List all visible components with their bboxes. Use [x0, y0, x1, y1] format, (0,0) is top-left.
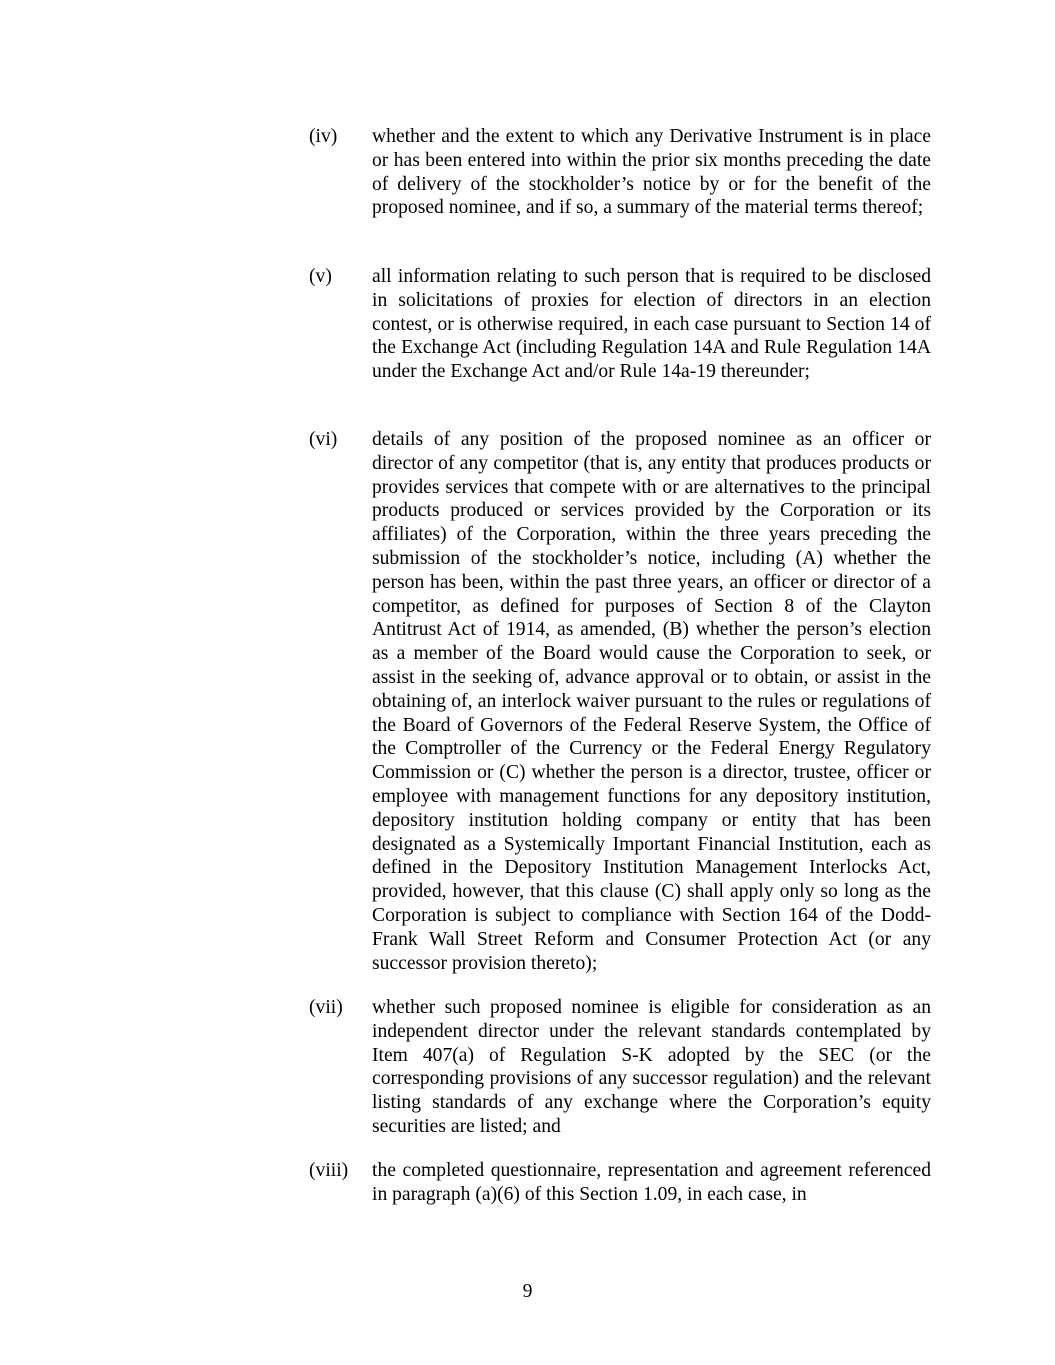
- clause-text: whether and the extent to which any Derivative Instrument is in place or has been entered into within the prior six months preceding the date of delivery of the stockholder’s notice by or for the benefit of the proposed nominee, and if so, a summary of the material terms thereof;: [372, 126, 931, 219]
- clause-number: (iv): [309, 126, 338, 147]
- clause-number: (vii): [309, 997, 343, 1018]
- clause-text: the completed questionnaire, representation and agreement referenced in paragraph (a)(6) of this Section 1.09, in each case, in: [372, 1160, 931, 1205]
- clause-text: details of any position of the proposed nominee as an officer or director of any competitor (that is, any entity that produces products or provides services that compete with or are alternatives to the principal products produced or services provided by the Corporation or its affiliates) of the Corporation, within the three years preceding the submission of the stockholder’s notice, including (A) whether the person has been, within the past three years, an officer or director of a competitor, as defined for purposes of Section 8 of the Clayton Antitrust Act of 1914, as amended, (B) whether the person’s election as a member of the Board would cause the Corporation to seek, or assist in the seeking of, advance approval or to obtain, or assist in the obtaining of, an interlock waiver pursuant to the rules or regulations of the Board of Governors of the Federal Reserve System, the Office of the Comptroller of the Currency or the Federal Energy Regulatory Commission or (C) whether the person is a director, trustee, officer or employee with management functions for any depository institution, depository institution holding company or entity that has been designated as a Systemically Important Financial Institution, each as defined in the Depository Institution Management Interlocks Act, provided, however, that this clause (C) shall apply only so long as the Corporation is subject to compliance with Section 164 of the Dodd-Frank Wall Street Reform and Consumer Protection Act (or any successor provision thereto);: [372, 429, 931, 974]
- clause-number: (v): [309, 266, 332, 287]
- clause-number: (vi): [309, 429, 338, 450]
- clause-text: whether such proposed nominee is eligible for consideration as an independent director under the relevant standards contemplated by Item 407(a) of Regulation S-K adopted by the SEC (or the corresponding provisions of any successor regulation) and the relevant listing standards of any exchange where the Corporation’s equity securities are listed; and: [372, 997, 931, 1137]
- clause-text: all information relating to such person that is required to be disclosed in solicitations of proxies for election of directors in an election contest, or is otherwise required, in each case pursuant to Section 14 of the Exchange Act (including Regulation 14A and Rule Regulation 14A under the Exchange Act and/or Rule 14a-19 thereunder;: [372, 266, 931, 383]
- clause-number: (viii): [309, 1160, 349, 1181]
- page-number: 9: [522, 1281, 533, 1302]
